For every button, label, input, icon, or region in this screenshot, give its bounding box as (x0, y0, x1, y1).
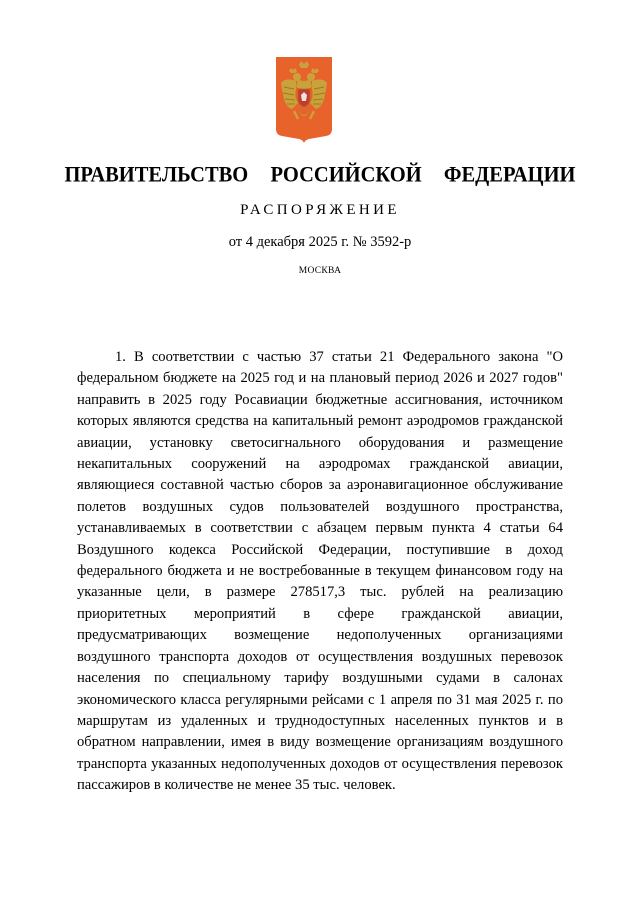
document-date-number: от 4 декабря 2025 г. № 3592-р (228, 234, 412, 250)
russian-coat-of-arms-icon (276, 57, 332, 143)
body-paragraph-1: 1. В соответствии с частью 37 статьи 21 Федерального закона "О федеральном бюджете на 2025 год и на плановый период 2026 и 2027 годов" направить в 2025 году Росавиации бюджетные ассигнования, источником которых являются средства на капитальный ремонт аэродромов гражданской авиации, установку светосигнального оборудования и размещение некапитальных сооружений на аэродромах гражданской авиации, являющиеся составной частью сборов за аэронавигационное обслуживание полетов воздушных судов пользователей воздушного пространства, устанавливаемых в соответствии с абзацем первым пункта 4 статьи 64 Воздушного кодекса Российской Федерации, поступившие в доход федерального бюджета и не востребованные в текущем финансовом году на указанные цели, в размере 278517,3 тыс. рублей на реализацию приоритетных мероприятий в сфере гражданской авиации, предусматривающих возмещение недополученных организациями воздушного транспорта доходов от осуществления воздушных перевозок населения по специальному тарифу воздушными судами в салонах экономического класса регулярными рейсами с 1 апреля по 31 мая 2025 г. по маршрутам из удаленных и труднодоступных населенных пунктов и в обратном направлении, имея в виду возмещение организациям воздушного транспорта указанных недополученных доходов от осуществления перевозок пассажиров в количестве не менее 35 тыс. человек. (77, 349, 563, 794)
government-title: ПРАВИТЕЛЬСТВО РОССИЙСКОЙ ФЕДЕРАЦИИ (64, 163, 576, 187)
document-city: МОСКВА (298, 266, 342, 276)
document-type: РАСПОРЯЖЕНИЕ (240, 202, 400, 218)
